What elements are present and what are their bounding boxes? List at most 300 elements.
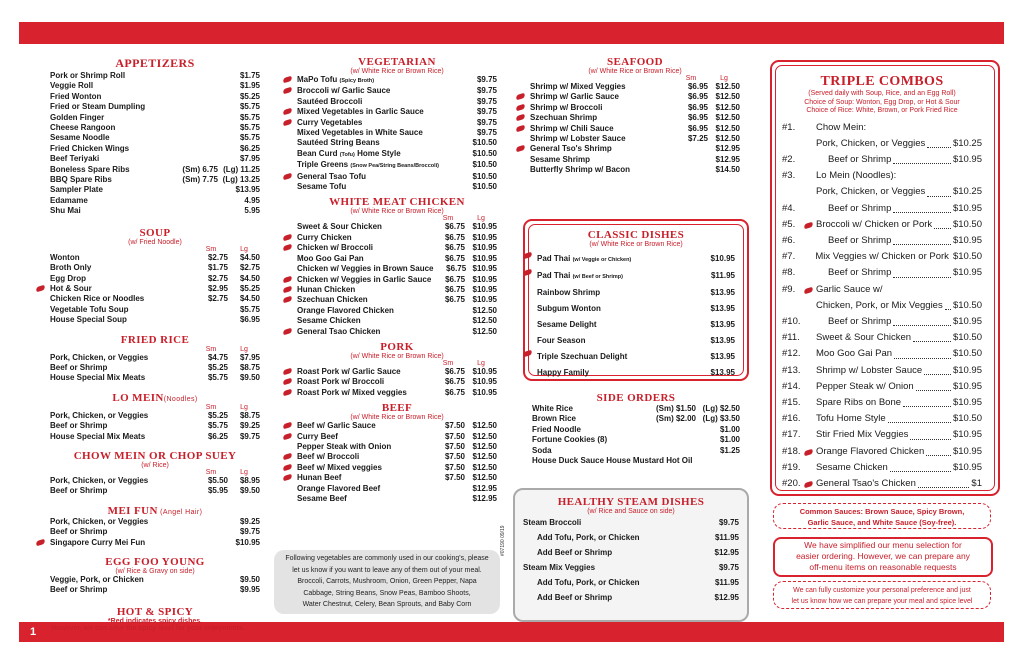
side-item-name bbox=[532, 456, 692, 466]
combo-number: #9. bbox=[782, 283, 796, 295]
combo-price: $10.50 bbox=[952, 332, 982, 344]
item-price-small: (Sm) $2.00 bbox=[655, 414, 696, 424]
fried_rice-item-name bbox=[50, 373, 194, 383]
item-price-large: $10.95 bbox=[472, 232, 497, 242]
combo-item bbox=[782, 363, 982, 379]
combo-number: #8. bbox=[782, 267, 796, 279]
classic-subtitle: (w/ White Rice or Brown Rice) bbox=[589, 241, 683, 248]
item-name: Chicken w/ Veggies in Brown Sauce bbox=[297, 264, 434, 274]
vegetarian-item bbox=[297, 75, 497, 86]
beef-title: BEEF bbox=[381, 402, 413, 415]
beef-item-name bbox=[297, 442, 431, 452]
side-orders-section bbox=[532, 392, 740, 466]
appetizers-item-name bbox=[50, 81, 220, 91]
item-price-small: $6.25 bbox=[207, 431, 228, 441]
combo-number: #10. bbox=[782, 315, 801, 327]
item-name: Pork or Shrimp Roll bbox=[50, 71, 126, 80]
item-name: Curry Vegetables bbox=[297, 117, 363, 127]
healthy-item bbox=[523, 515, 739, 530]
white_meat-item-name bbox=[297, 306, 431, 316]
item-name: Beef w/ Mixed veggies bbox=[297, 462, 382, 472]
item-name: Add Beef or Shrimp bbox=[537, 593, 613, 602]
item-price-large: $12.50 bbox=[472, 305, 497, 315]
item-name: Shrimp w/ Mixed Veggies bbox=[530, 82, 626, 91]
item-name: Subgum Wonton bbox=[537, 304, 601, 313]
item-name: Roast Pork w/ Broccoli bbox=[297, 377, 385, 387]
item-name: Sesame Tofu bbox=[297, 182, 347, 192]
mei_fun-item-name bbox=[50, 527, 220, 537]
item-name: Sesame Delight bbox=[537, 320, 597, 329]
sauces-line-1: Common Sauces: Brown Sauce, Spicy Brown, bbox=[799, 507, 965, 516]
item-price-large: $10.95 bbox=[472, 264, 497, 274]
customize-line-1: We can fully customize your personal preference and just bbox=[793, 587, 971, 594]
item-price-large: $4.50 bbox=[239, 273, 260, 283]
side-item bbox=[532, 435, 740, 445]
beef-item bbox=[297, 494, 497, 504]
item-price-small: $7.50 bbox=[444, 462, 465, 472]
combo-name: Beef or Shrimp bbox=[828, 267, 892, 279]
vegetarian-item bbox=[297, 182, 497, 192]
classic-item bbox=[537, 317, 735, 333]
combo-item bbox=[782, 476, 982, 492]
chili-pepper-icon bbox=[283, 368, 293, 375]
white_meat-item-name bbox=[297, 316, 431, 326]
item-price: $13.95 bbox=[710, 368, 735, 377]
combo-item bbox=[782, 346, 982, 362]
item-price: $13.95 bbox=[710, 288, 735, 297]
item-price-small bbox=[431, 327, 465, 337]
item-name: Steam Mix Veggies bbox=[523, 563, 596, 572]
item-name: Sesame Beef bbox=[297, 494, 347, 503]
item-name: Orange Flavored Chicken bbox=[297, 305, 394, 315]
soup-item bbox=[50, 284, 260, 294]
item-price-large: $12.50 bbox=[715, 102, 740, 112]
item-price-small: $6.95 bbox=[687, 123, 708, 133]
item-name: Sampler Plate bbox=[50, 185, 103, 195]
chili-pepper-icon bbox=[283, 275, 293, 282]
item-price-small: $5.50 bbox=[207, 475, 228, 485]
item-name: Cheese Rangoon bbox=[50, 123, 116, 133]
combo-number: #1. bbox=[782, 121, 796, 133]
classic-title: CLASSIC DISHES bbox=[587, 229, 685, 241]
item-price-large: $9.50 bbox=[239, 373, 260, 383]
combo-item bbox=[782, 265, 982, 281]
item-price-large: $8.75 bbox=[239, 410, 260, 420]
combo-item bbox=[782, 201, 982, 217]
item-price-small: $5.95 bbox=[207, 486, 228, 496]
item-name: Veggie, Pork, or Chicken bbox=[50, 575, 144, 584]
beef-item-name bbox=[297, 463, 431, 473]
fried_rice-sm-label: Sm bbox=[205, 345, 217, 353]
triple-sub1: (Served daily with Soup, Rice, and an Egg Roll) bbox=[808, 90, 956, 97]
combo-item bbox=[782, 395, 982, 411]
item-price: $11.95 bbox=[714, 578, 739, 587]
egg_foo_young-item bbox=[50, 585, 260, 595]
classic-item bbox=[537, 333, 735, 349]
item-name: White Rice bbox=[532, 404, 573, 413]
chow_mein-lg-label: Lg bbox=[240, 468, 248, 476]
combo-price: $10.95 bbox=[952, 234, 982, 246]
white_meat-item bbox=[297, 233, 497, 243]
combo-price: $10.95 bbox=[952, 445, 982, 457]
appetizers-item bbox=[50, 133, 260, 143]
classic-item bbox=[537, 301, 735, 317]
beef-item bbox=[297, 421, 497, 431]
item-price-large: $9.50 bbox=[239, 486, 260, 496]
vegetarian-item-name bbox=[297, 97, 457, 107]
pork-title: PORK bbox=[380, 340, 414, 353]
hot-spicy-title: HOT & SPICY bbox=[116, 605, 194, 618]
item-name: Pork, Chicken, or Veggies bbox=[50, 475, 149, 485]
combo-price: $10.50 bbox=[952, 299, 982, 311]
lo_mein-subtitle: (Noodles) bbox=[163, 395, 198, 403]
soup-item-name bbox=[50, 294, 194, 304]
item-name: Beef or Shrimp bbox=[50, 585, 108, 595]
appetizers-item bbox=[50, 165, 260, 175]
leader-dots bbox=[890, 460, 951, 472]
combo-name: Moo Goo Gai Pan bbox=[816, 348, 893, 360]
item-name: Chicken w/ Veggies in Garlic Sauce bbox=[297, 274, 432, 284]
item-price-large: (Lg) $3.50 bbox=[702, 414, 740, 424]
seafood-item bbox=[530, 144, 740, 154]
egg_foo_young-subtitle: (w/ Rice & Gravy on side) bbox=[115, 568, 195, 575]
combo-number: #5. bbox=[782, 218, 796, 230]
pork-item-name bbox=[297, 388, 431, 398]
leader-dots bbox=[934, 217, 951, 229]
leader-dots bbox=[893, 201, 951, 213]
classic-item-name bbox=[537, 251, 695, 268]
lo_mein-lg-label: Lg bbox=[240, 403, 248, 411]
beef-item-name bbox=[297, 484, 431, 494]
veg-note-line: Broccoli, Carrots, Mushroom, Onion, Green Pepper, Napa bbox=[297, 578, 477, 585]
combo-price: $10.95 bbox=[952, 396, 982, 408]
item-price-large: $1.00 bbox=[719, 435, 740, 445]
item-price-small: $5.75 bbox=[207, 421, 228, 431]
chili-pepper-icon bbox=[36, 285, 46, 292]
item-name: Sesame Shrimp bbox=[530, 154, 591, 164]
item-price: $13.95 bbox=[710, 320, 735, 329]
combo-spacer bbox=[896, 168, 982, 184]
lo_mein-title bbox=[50, 392, 260, 404]
healthy-steam-box bbox=[513, 488, 749, 622]
combo-name: Chow Mein: bbox=[816, 121, 867, 133]
healthy-item-name bbox=[523, 590, 699, 605]
item-price: $5.25 bbox=[239, 91, 260, 101]
item-price-small bbox=[636, 446, 696, 456]
combo-number: #15. bbox=[782, 396, 801, 408]
white_meat-item bbox=[297, 306, 497, 316]
leader-dots bbox=[945, 298, 951, 310]
mei_fun-subtitle: (Angel Hair) bbox=[157, 508, 203, 516]
item-name-2: Home Style bbox=[357, 148, 401, 158]
item-price: $11.95 bbox=[710, 271, 735, 280]
lo_mein-sm-label: Sm bbox=[205, 403, 217, 411]
customize-note bbox=[773, 581, 991, 609]
white_meat-item bbox=[297, 275, 497, 285]
soup-item-name bbox=[50, 253, 194, 263]
item-price-large: $10.95 bbox=[472, 243, 497, 253]
combo-price: $10.95 bbox=[952, 429, 982, 441]
item-name: Chicken w/ Broccoli bbox=[297, 243, 374, 253]
combo-name: Pork, Chicken, or Veggies bbox=[816, 137, 926, 149]
item-name: Sautéed String Beans bbox=[297, 138, 380, 148]
item-price-small: $6.75 bbox=[444, 284, 465, 294]
combo-price: $10.50 bbox=[952, 348, 982, 360]
item-price: $13.95 bbox=[710, 304, 735, 313]
white_meat-item-name bbox=[297, 295, 431, 305]
chow_mein-item bbox=[50, 486, 260, 496]
item-name: Soda bbox=[532, 445, 552, 455]
classic-item-name bbox=[537, 333, 695, 349]
item-price-large: $12.50 bbox=[715, 113, 740, 123]
combo-price: $10.95 bbox=[952, 315, 982, 327]
item-price-small: (Sm) $1.50 bbox=[655, 404, 696, 413]
combo-number bbox=[782, 184, 816, 200]
soup-sm-label: Sm bbox=[205, 245, 217, 253]
beef-item bbox=[297, 452, 497, 462]
item-name: Shrimp w/ Chili Sauce bbox=[530, 123, 614, 133]
combo-number: #16. bbox=[782, 413, 801, 425]
item-price: $1.95 bbox=[239, 81, 260, 91]
healthy-subtitle: (w/ Rice and Sauce on side) bbox=[587, 508, 675, 515]
leader-dots bbox=[888, 411, 951, 423]
white_meat-spacer bbox=[297, 215, 431, 222]
seafood-item bbox=[530, 113, 740, 123]
chili-pepper-icon bbox=[283, 76, 293, 83]
hot-spicy-line-1: *Red indicates spicy dishes. bbox=[107, 617, 203, 625]
item-name: Beef Teriyaki bbox=[50, 154, 100, 164]
appetizers-item bbox=[50, 92, 260, 102]
white_meat-item-name bbox=[297, 243, 431, 253]
white_meat-item bbox=[297, 327, 497, 337]
egg_foo_young-item-name bbox=[50, 585, 220, 595]
soup-item bbox=[50, 315, 260, 325]
combo-number: #7. bbox=[782, 251, 796, 263]
simplified-line-1: We have simplified our menu selection for bbox=[804, 540, 962, 550]
classic-item bbox=[537, 365, 735, 381]
item-name: Triple Szechuan Delight bbox=[537, 352, 628, 361]
mei_fun-item bbox=[50, 538, 260, 548]
hot-spicy-line-2: However, we can alter the spicy level for your enjoyments. bbox=[51, 624, 245, 632]
item-price: $1.75 bbox=[239, 71, 260, 80]
item-note: (Spicy Broth) bbox=[339, 78, 375, 84]
white_meat-item bbox=[297, 285, 497, 295]
fried_rice-item bbox=[50, 353, 260, 363]
seafood-item-name bbox=[530, 113, 674, 123]
seafood-item-name bbox=[530, 155, 674, 165]
item-name: Shrimp w/ Garlic Sauce bbox=[530, 92, 619, 102]
item-name: Broth Only bbox=[50, 263, 92, 273]
item-price-small: $2.95 bbox=[207, 283, 228, 293]
item-price: $10.50 bbox=[472, 148, 497, 158]
white_meat-sm-label: Sm bbox=[442, 215, 454, 223]
item-price-large: (Lg) 13.25 bbox=[222, 175, 260, 185]
beef-item bbox=[297, 442, 497, 452]
combo-name: Pepper Steak w/ Onion bbox=[816, 380, 914, 392]
item-price-small: (Sm) 7.75 bbox=[182, 175, 218, 185]
vegetarian-item-name bbox=[297, 149, 457, 160]
leader-dots bbox=[916, 379, 951, 391]
item-name: House Special Mix Meats bbox=[50, 373, 146, 383]
item-name: Hunan Chicken bbox=[297, 284, 356, 294]
appetizers-item-name bbox=[50, 196, 220, 206]
classic-item-name bbox=[537, 268, 695, 285]
combo-number: #12. bbox=[782, 348, 801, 360]
item-price-large: $10.95 bbox=[472, 222, 497, 232]
item-name: Pad Thai bbox=[537, 271, 571, 280]
item-name: Egg Drop bbox=[50, 273, 86, 283]
leader-dots bbox=[913, 330, 951, 342]
veg-note-line: Water Chestnut, Celery, Bean Sprouts, and Baby Corn bbox=[302, 601, 472, 608]
white_meat-subtitle: (w/ White Rice or Brown Rice) bbox=[350, 208, 444, 216]
vegetable-note-box bbox=[274, 550, 500, 614]
item-price-small bbox=[194, 315, 228, 325]
item-price-large: $12.95 bbox=[472, 483, 497, 493]
vegetarian-item-name bbox=[297, 75, 457, 86]
item-name: Butterfly Shrimp w/ Bacon bbox=[530, 165, 631, 175]
seafood-size-header bbox=[530, 75, 740, 82]
combo-number: #2. bbox=[782, 153, 796, 165]
vegetarian-item bbox=[297, 86, 497, 96]
combo-name: Sesame Chicken bbox=[816, 461, 888, 473]
item-price-large: $10.95 bbox=[472, 387, 497, 397]
combo-item bbox=[782, 184, 982, 200]
soup-item-name bbox=[50, 315, 194, 325]
item-price: $13.95 bbox=[235, 185, 260, 195]
item-name: Szechuan Chicken bbox=[297, 295, 368, 305]
item-price: $9.95 bbox=[239, 585, 260, 595]
mei_fun-title-text: MEI FUN bbox=[107, 504, 158, 517]
side-item-name bbox=[532, 425, 636, 435]
side-item bbox=[532, 414, 740, 424]
lo_mein-title-text: LO MEIN bbox=[112, 391, 164, 404]
appetizers-item-name bbox=[50, 154, 220, 164]
appetizers-item bbox=[50, 196, 260, 206]
vegetarian-item bbox=[297, 97, 497, 107]
item-price-small: $5.25 bbox=[207, 410, 228, 420]
item-price-large: $12.50 bbox=[472, 431, 497, 441]
leader-dots bbox=[893, 265, 951, 277]
chili-pepper-icon bbox=[283, 432, 293, 439]
item-price: $10.50 bbox=[472, 171, 497, 181]
appetizers-item bbox=[50, 154, 260, 164]
soup-title: SOUP bbox=[139, 226, 171, 239]
item-price-small: $7.50 bbox=[444, 452, 465, 462]
item-price-large: $12.95 bbox=[715, 154, 740, 164]
beef-item-name bbox=[297, 473, 431, 483]
item-name: Shrimp w/ Lobster Sauce bbox=[530, 134, 626, 144]
item-price-small: $6.75 bbox=[444, 222, 465, 232]
item-price-small bbox=[194, 305, 228, 315]
appetizers-item bbox=[50, 113, 260, 123]
classic-item bbox=[537, 251, 735, 268]
item-price: $5.75 bbox=[239, 133, 260, 143]
item-price-large: $12.50 bbox=[472, 326, 497, 336]
item-price: $11.95 bbox=[714, 533, 739, 542]
item-name: General Tsao Tofu bbox=[297, 171, 367, 181]
item-price-small: $6.75 bbox=[444, 295, 465, 305]
appetizers-item bbox=[50, 144, 260, 154]
triple-sub3: Choice of Rice: White, Brown, or Pork Fried Rice bbox=[806, 107, 958, 114]
egg_foo_young-item-name bbox=[50, 575, 220, 585]
item-price-large: $12.95 bbox=[715, 144, 740, 154]
veg-note-line: Following vegetables are commonly used in our cooking's, please bbox=[285, 555, 489, 562]
item-name: Pepper Steak with Onion bbox=[297, 441, 392, 451]
leader-dots bbox=[926, 444, 951, 456]
seafood-item-name bbox=[530, 124, 674, 134]
veg-note-line: Cabbage, String Beans, Snow Peas, Bamboo Shoots, bbox=[303, 589, 471, 597]
white_meat-item-name bbox=[297, 233, 431, 243]
item-note: (Snow Pea/String Beans/Broccoli) bbox=[350, 163, 440, 170]
item-price: $9.75 bbox=[476, 107, 497, 117]
white_meat-item-name bbox=[297, 222, 431, 232]
classic-dishes-box bbox=[523, 219, 749, 381]
item-name: Beef or Shrimp bbox=[50, 486, 108, 496]
item-price-small: $7.50 bbox=[444, 441, 465, 451]
item-name: Shrimp w/ Broccoli bbox=[530, 102, 603, 112]
soup-item-name bbox=[50, 263, 194, 273]
chow_mein-spacer bbox=[50, 469, 194, 476]
item-name: Fried Chicken Wings bbox=[50, 143, 130, 153]
item-name: Golden Finger bbox=[50, 112, 105, 122]
white_meat-item bbox=[297, 254, 497, 264]
soup-item-name bbox=[50, 284, 194, 294]
appetizers-item-name bbox=[50, 113, 220, 123]
item-price: $12.95 bbox=[714, 548, 739, 557]
combo-name: Sweet & Sour Chicken bbox=[816, 332, 912, 344]
combo-name: Beef or Shrimp bbox=[828, 153, 892, 165]
item-name: Add Tofu, Pork, or Chicken bbox=[537, 578, 640, 587]
item-price: $5.75 bbox=[239, 102, 260, 112]
fried_rice-item bbox=[50, 373, 260, 383]
item-price-large: $10.95 bbox=[472, 377, 497, 387]
white_meat-item-name bbox=[297, 264, 433, 274]
seafood-sm-label: Sm bbox=[685, 75, 697, 82]
item-price: $9.75 bbox=[476, 86, 497, 96]
classic-item-name bbox=[537, 285, 695, 301]
fried_rice-size-header bbox=[50, 346, 260, 353]
combo-price: $10.95 bbox=[952, 461, 982, 473]
item-price-large: $1.00 bbox=[719, 424, 740, 434]
vegetarian-item-name bbox=[297, 138, 457, 148]
appetizers-item-name bbox=[50, 133, 220, 143]
item-price: $9.75 bbox=[476, 117, 497, 127]
item-price-small bbox=[431, 494, 465, 504]
soup-item bbox=[50, 253, 260, 263]
vegetarian-item-name bbox=[297, 118, 457, 128]
combo-item bbox=[782, 217, 982, 233]
combo-price: $10.25 bbox=[952, 186, 982, 198]
item-price: $10.95 bbox=[710, 254, 735, 263]
fried_rice-item-name bbox=[50, 363, 194, 373]
combo-name: General Tsao's Chicken bbox=[816, 477, 916, 489]
item-note: (w/ Beef or Shrimp) bbox=[572, 274, 623, 280]
item-price: $7.95 bbox=[239, 154, 260, 164]
chili-pepper-icon bbox=[36, 539, 46, 546]
combo-name: Pork, Chicken, or Veggies bbox=[816, 186, 926, 198]
item-name: Pad Thai bbox=[537, 254, 571, 263]
combo-name: Orange Flavored Chicken bbox=[816, 445, 925, 457]
combo-price: $10.95 bbox=[952, 364, 982, 376]
item-price-large: $10.95 bbox=[472, 253, 497, 263]
item-price-large: $14.50 bbox=[715, 165, 740, 175]
chow_mein-subtitle: (w/ Rice) bbox=[141, 461, 169, 469]
combo-item bbox=[782, 427, 982, 443]
item-price-large: $12.50 bbox=[472, 441, 497, 451]
combo-number: #18. bbox=[782, 445, 801, 457]
item-name: Fried or Steam Dumpling bbox=[50, 102, 146, 112]
white_meat-item-name bbox=[297, 254, 431, 264]
